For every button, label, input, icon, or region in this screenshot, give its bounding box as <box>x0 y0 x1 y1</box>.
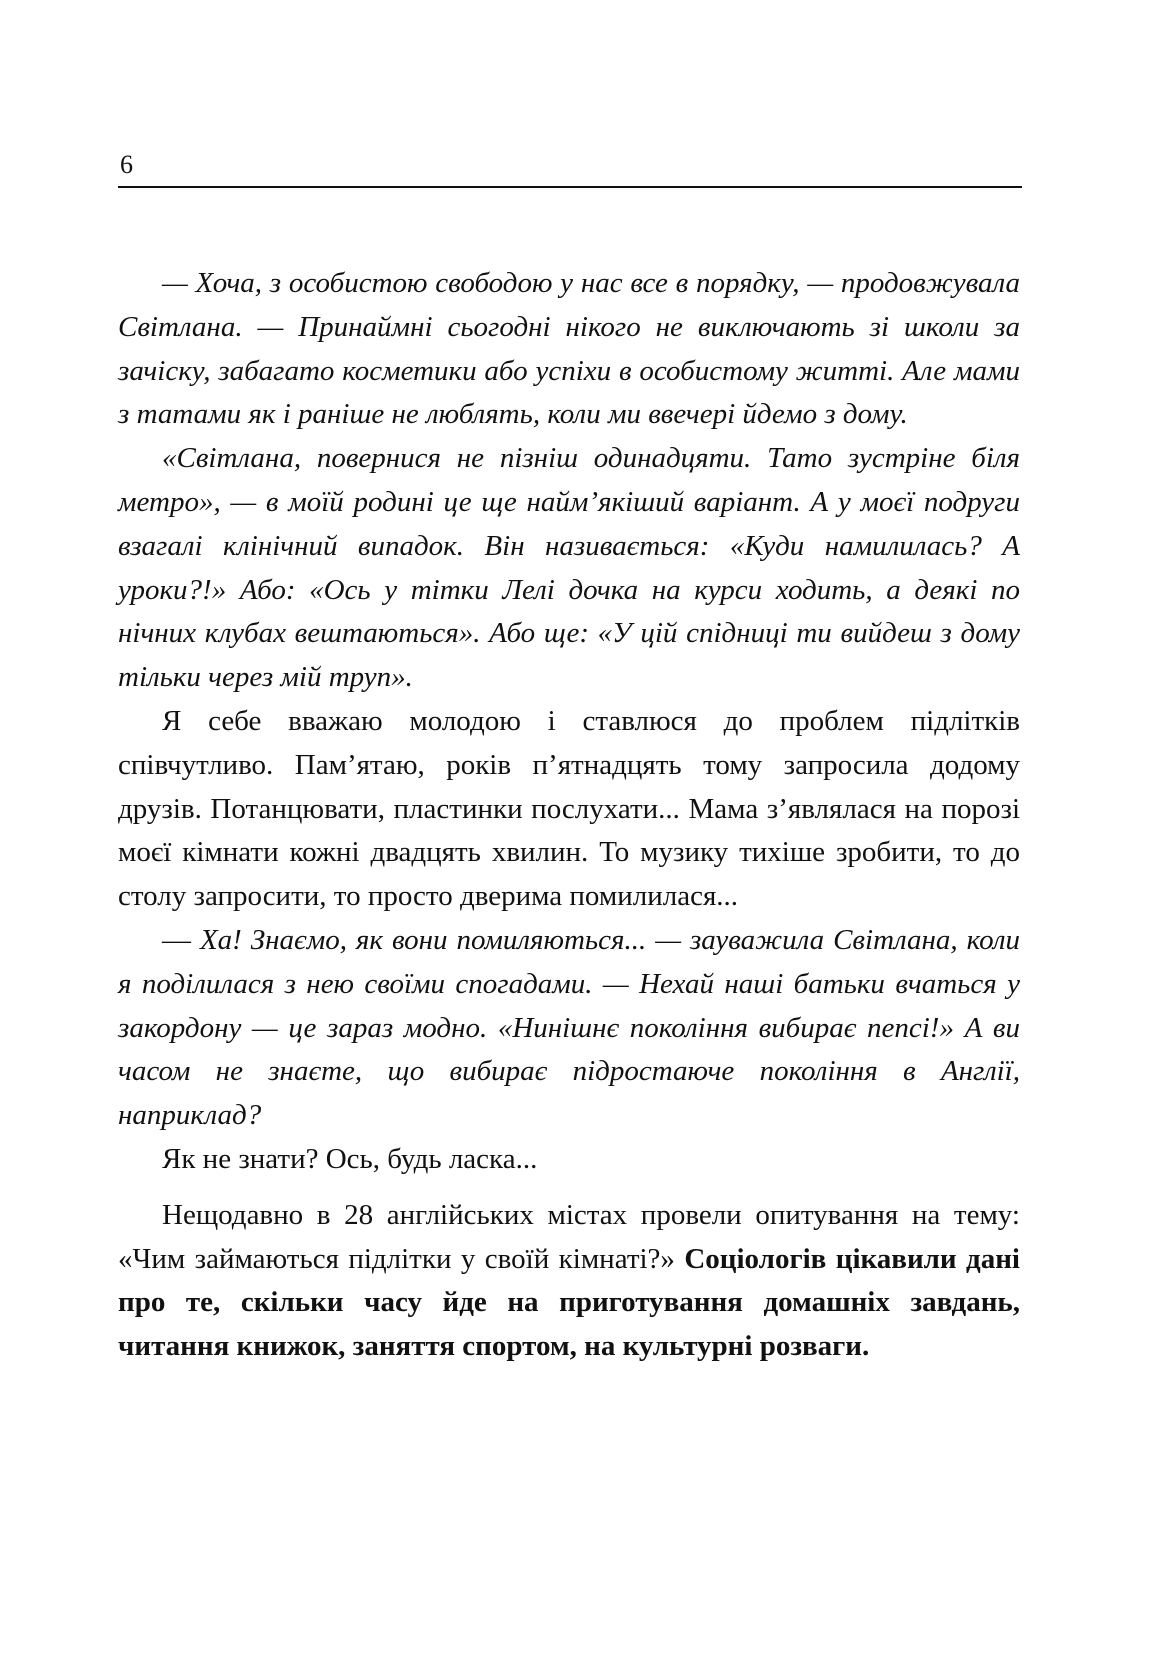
page-header <box>118 150 1022 188</box>
paragraph-6-bold-text: Соціологів цікавили дані про те, скільки часу йде на приготування домашніх завдань, читання книжок, заняття спортом, на культурні розваги. <box>118 1242 1020 1363</box>
paragraph-3: Я себе вважаю молодою і ставлюся до проблем підлітків співчутливо. Пам’ятаю, років п’ятнадцять тому запросила додому друзів. Потанцювати, пластинки послухати... Мама з’являлася на порозі моєї кімнати кожні двадцять хвилин. То музику тихіше зробити, то до столу запросити, то просто дверима помилилася... <box>118 704 1020 913</box>
paragraph-4-text: Ха! Знаємо, як вони помиляються... — зауважила Світлана, коли я поділилася з нею своїми спогадами. — Нехай наші батьки вчаться у закордону — це зараз модно. «Нинішнє покоління вибирає пепсі!» А ви часом не знаєте, що вибирає підростаюче покоління в Англії, наприклад? <box>118 923 1020 1132</box>
paragraph-6-text: Нещодавно в 28 англійських містах провели опитування на тему: «Чим займаються підлітки у своїй кімнаті?» <box>118 1198 1020 1275</box>
page-body <box>118 262 1020 1369</box>
paragraph-1: — Хоча, з особистою свободою у нас все в порядку, — продовжувала Світлана. — Принаймні сьогодні нікого не виключають зі школи за зачіску, забагато косметики або успіхи в особистому житті. Але мами з татами як і раніше не люблять, коли ми ввечері йдемо з дому. <box>118 267 1020 431</box>
paragraph-6 <box>118 1194 1020 1369</box>
paragraph-5: Як не знати? Ось, будь ласка... <box>162 1142 538 1175</box>
header-rule <box>118 186 1022 188</box>
paragraph-4 <box>118 919 1020 1138</box>
paragraph-2: «Світлана, повернися не пізніш одинадцяти. Тато зустріне біля метро», — в моїй родині це ще найм’якіший варіант. А у моєї подруги взагалі клінічний випадок. Він називається: «Куди намилилась? А уроки?!» Або: «Ось у тітки Лелі дочка на курси ходить, а деякі по нічних клубах вештаються». Або ще: «У цій спідниці ти вийдеш з дому тільки через мій труп». <box>118 442 1020 694</box>
page-number: 6 <box>120 150 133 179</box>
dialogue-dash: — <box>162 923 200 956</box>
